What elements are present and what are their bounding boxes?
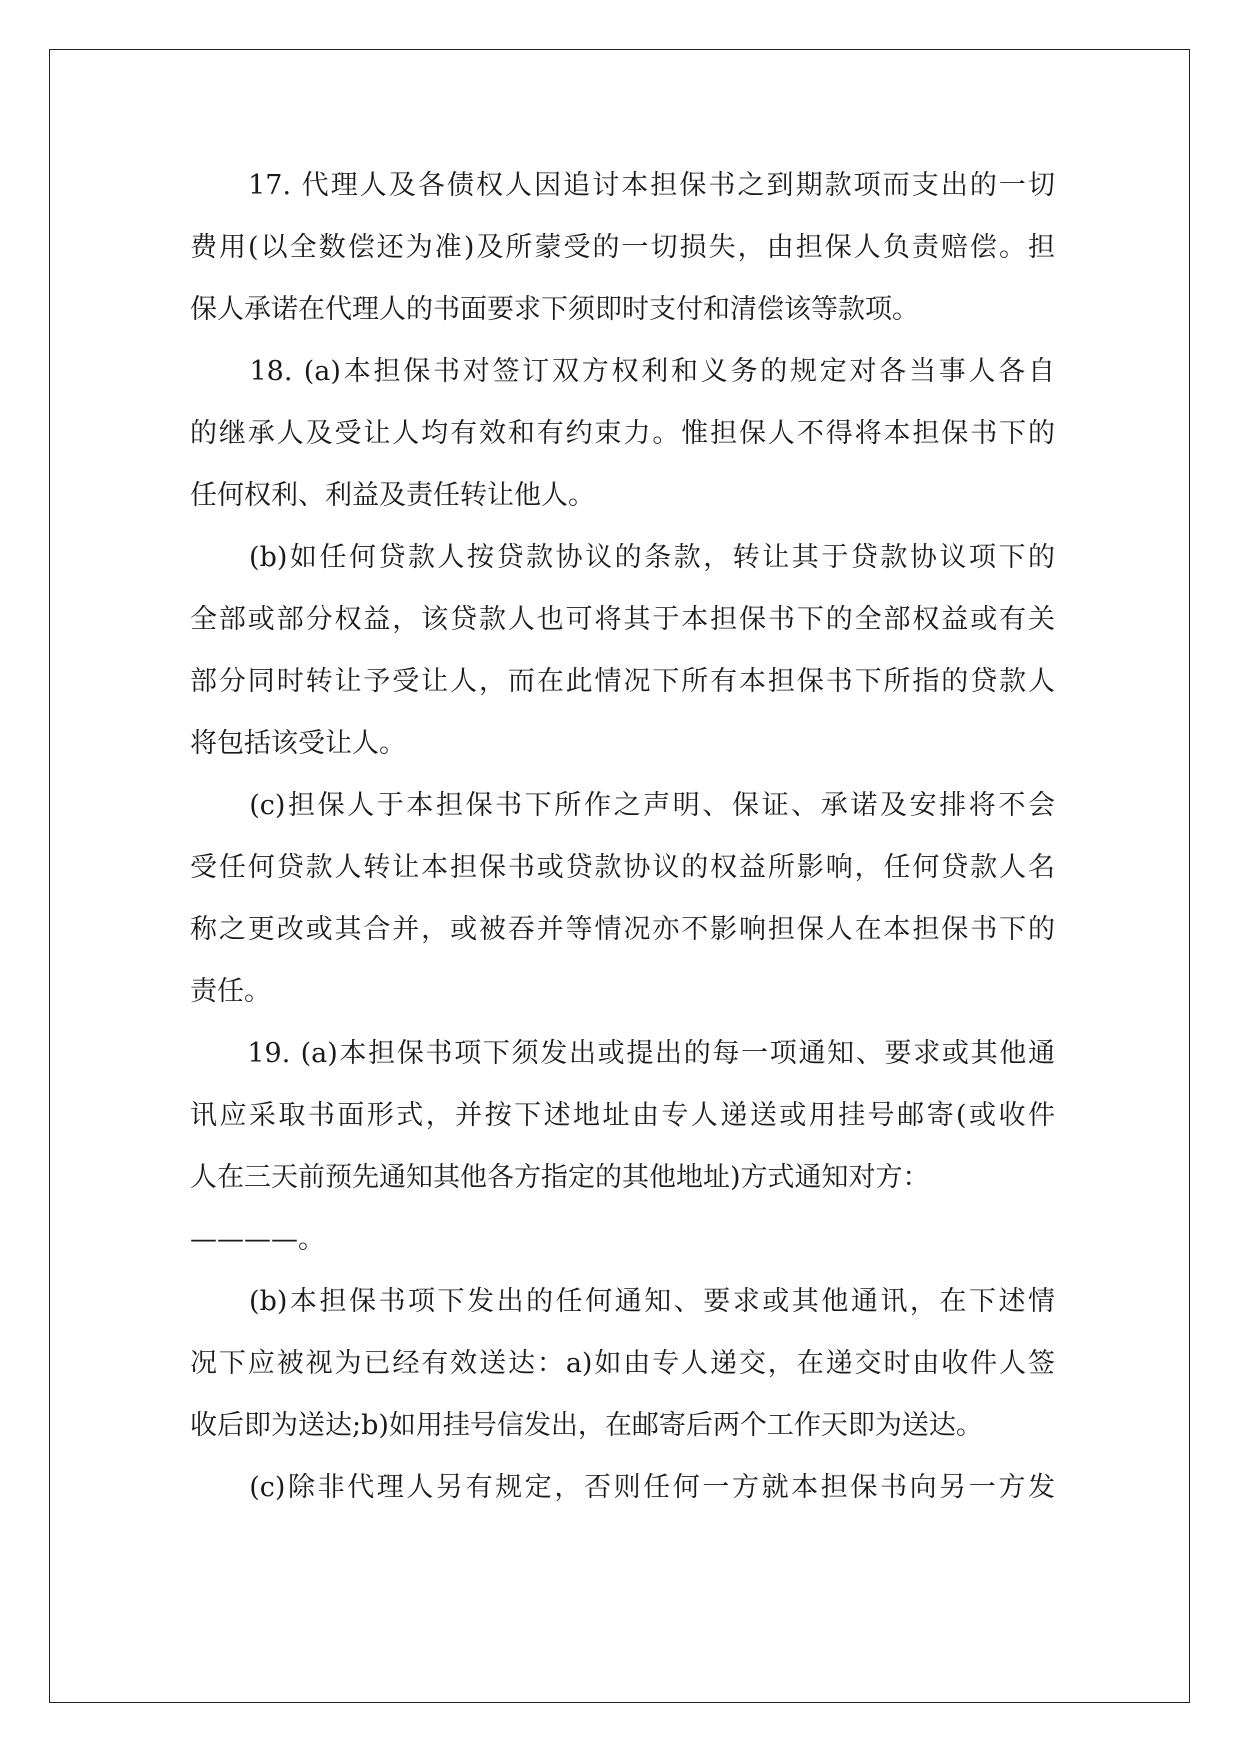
text-line: 责任。 — [190, 976, 271, 1007]
text-line: 讯应采取书面形式，并按下述地址由专人递送或用挂号邮寄(或收件 — [190, 1100, 1055, 1131]
text-line: 17. 代理人及各债权人因追讨本担保书之到期款项而支出的一切 — [190, 170, 1055, 201]
text-line: 18. (a)本担保书对签订双方权利和义务的规定对各当事人各自 — [190, 356, 1055, 387]
text-line: 受任何贷款人转让本担保书或贷款协议的权益所影响，任何贷款人名 — [190, 852, 1055, 883]
text-line: 称之更改或其合并，或被吞并等情况亦不影响担保人在本担保书下的 — [190, 914, 1055, 945]
text-line: 费用(以全数偿还为准)及所蒙受的一切损失，由担保人负责赔偿。担 — [190, 232, 1055, 263]
text-line: 收后即为送达;b)如用挂号信发出，在邮寄后两个工作天即为送达。 — [190, 1410, 983, 1441]
text-line: (b)本担保书项下发出的任何通知、要求或其他通讯，在下述情 — [190, 1286, 1055, 1317]
paragraph-18c — [190, 775, 1055, 1023]
text-line: 保人承诺在代理人的书面要求下须即时支付和清偿该等款项。 — [190, 294, 919, 325]
blank-line: ————。 — [190, 1224, 325, 1255]
text-line: 况下应被视为已经有效送达：a)如由专人递交，在递交时由收件人签 — [190, 1348, 1055, 1379]
paragraph-19a — [190, 1023, 1055, 1271]
text-line: 19. (a)本担保书项下须发出或提出的每一项通知、要求或其他通 — [190, 1038, 1055, 1069]
paragraph-18b — [190, 527, 1055, 775]
paragraph-19b — [190, 1271, 1055, 1457]
text-line: 的继承人及受让人均有效和有约束力。惟担保人不得将本担保书下的 — [190, 418, 1055, 449]
paragraph-19c — [190, 1457, 1055, 1519]
paragraph-17 — [190, 155, 1055, 341]
text-line: 任何权利、利益及责任转让他人。 — [190, 480, 595, 511]
text-line: 全部或部分权益，该贷款人也可将其于本担保书下的全部权益或有关 — [190, 604, 1055, 635]
text-line: (c)除非代理人另有规定，否则任何一方就本担保书向另一方发 — [190, 1472, 1055, 1503]
text-line: (c)担保人于本担保书下所作之声明、保证、承诺及安排将不会 — [190, 790, 1055, 821]
text-line: (b)如任何贷款人按贷款协议的条款，转让其于贷款协议项下的 — [190, 542, 1055, 573]
text-line: 将包括该受让人。 — [190, 728, 406, 759]
text-line: 部分同时转让予受让人，而在此情况下所有本担保书下所指的贷款人 — [190, 666, 1055, 697]
paragraph-18a — [190, 341, 1055, 527]
text-line: 人在三天前预先通知其他各方指定的其他地址)方式通知对方： — [190, 1162, 930, 1193]
document-body — [190, 155, 1055, 1519]
